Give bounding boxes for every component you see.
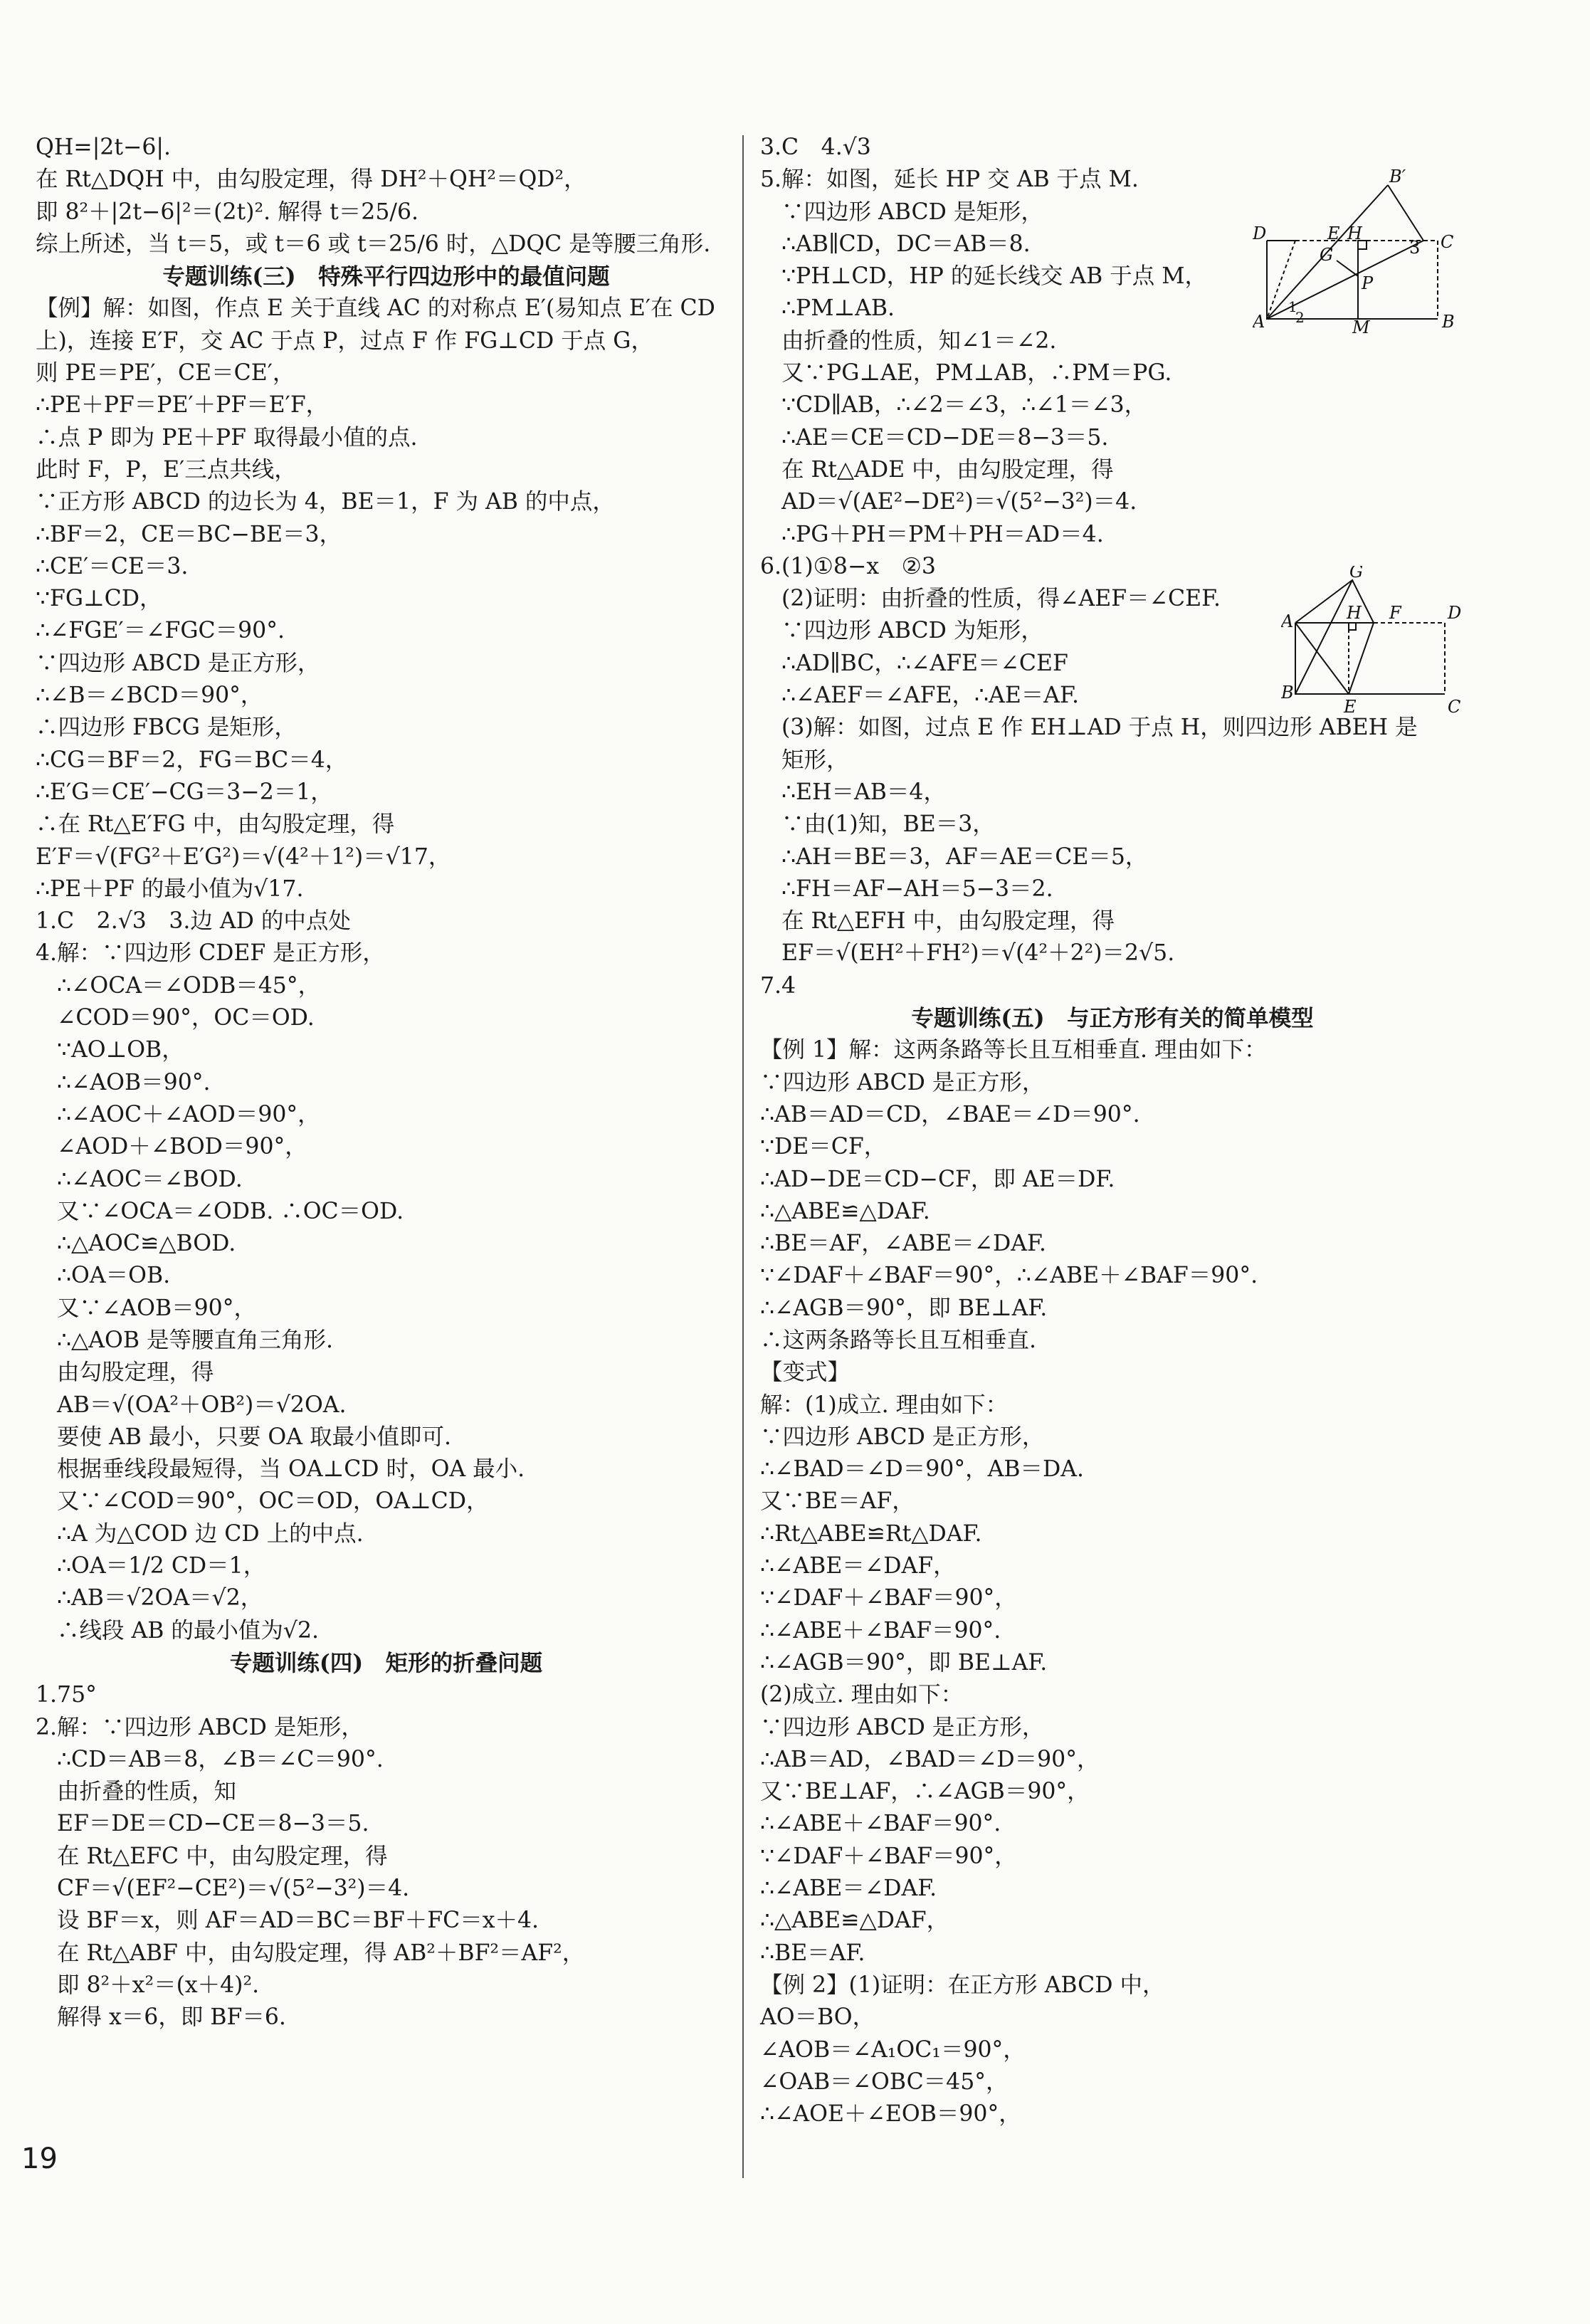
column-divider [742,135,744,2178]
left-text-line: ∵FG⊥CD， [36,586,162,612]
right-text-line: (3)解：如图，过点 E 作 EH⊥AD 于点 H，则四边形 ABEH 是 [781,715,1418,741]
right-text-line: ∴AB＝AD＝CD，∠BAE＝∠D＝90°. [760,1101,1140,1127]
left-text-line: 解得 x＝6，即 BF＝6. [57,2004,286,2031]
left-text-line: 即 8²＋x²＝(x＋4)². [57,1972,260,1998]
right-text-line: ∴FH＝AF−AH＝5−3＝2. [781,876,1053,902]
right-text-line: 解：(1)成立. 理由如下： [760,1392,1009,1418]
left-text-line: 又∵∠COD＝90°，OC＝OD，OA⊥CD， [57,1488,489,1515]
fig2-label: F [1389,603,1401,623]
left-text-line: 1.75° [36,1682,97,1708]
right-text-line: ∴AD−DE＝CD−CF，即 AE＝DF. [760,1166,1115,1192]
fig1-label: 2 [1295,309,1305,326]
left-section-heading: 专题训练(四) 矩形的折叠问题 [229,1649,543,1676]
fig1-label: D [1253,224,1267,243]
left-text-line: ∴点 P 即为 PE＋PF 取得最小值的点. [36,424,418,451]
left-text-line: ∴△AOB 是等腰直角三角形. [57,1327,334,1353]
right-text-line: 【例 2】(1)证明：在正方形 ABCD 中， [760,1972,1165,1998]
fig1-label: 1 [1288,298,1297,315]
left-text-line: 又∵∠AOB＝90°， [57,1295,256,1321]
left-text-line: ∠AOD＋∠BOD＝90°， [57,1134,307,1160]
left-text-line: EF＝DE＝CD−CE＝8−3＝5. [57,1811,369,1837]
fig1-label: B′ [1389,169,1406,186]
left-text-line: 根据垂线段最短得，当 OA⊥CD 时，OA 最小. [57,1456,525,1483]
left-text-line: 在 Rt△EFC 中，由勾股定理，得 [57,1843,388,1869]
right-text-line: ∵四边形 ABCD 是正方形， [760,1714,1045,1740]
left-text-line: 由勾股定理，得 [57,1360,214,1386]
fig2-label: A [1281,611,1294,631]
right-text-line: ∴EH＝AB＝4， [781,779,946,805]
left-text-line: ∴A 为△COD 边 CD 上的中点. [57,1520,364,1547]
left-text-line: ∴AB＝√2OA＝√2， [57,1585,263,1611]
right-text-line: 在 Rt△ADE 中，由勾股定理，得 [781,456,1114,483]
right-text-line: ∴∠ABE＝∠DAF， [760,1553,956,1579]
left-column [36,132,737,2034]
right-text-line: ∵四边形 ABCD 是正方形， [760,1069,1045,1095]
left-text-line: 由折叠的性质，知 [57,1779,237,1805]
right-text-line: (2)证明：由折叠的性质，得∠AEF＝∠CEF. [781,586,1221,612]
right-text-line: ∴AB∥CD，DC＝AB＝8. [781,231,1031,257]
right-text-line: 7.4 [760,972,796,999]
right-text-line: ∵DE＝CF， [760,1134,887,1160]
left-text-line: 综上所述，当 t＝5，或 t＝6 或 t＝25/6 时，△DQC 是等腰三角形. [36,231,711,257]
left-text-line: ∴∠AOB＝90°. [57,1069,211,1095]
right-text-line: ∴∠ABE＝∠DAF. [760,1876,937,1902]
figure-folded-rectangle-1 [1253,169,1466,333]
left-text-line: 即 8²＋|2t−6|²＝(2t)². 解得 t＝25/6. [36,199,419,225]
right-text-line: ∴∠AGB＝90°，即 BE⊥AF. [760,1295,1048,1321]
right-text-line: 【例 1】解：这两条路等长且互相垂直. 理由如下： [760,1037,1267,1063]
left-text-line: ∴在 Rt△E′FG 中，由勾股定理，得 [36,811,395,838]
right-text-line: 【变式】 [760,1360,851,1386]
right-text-line: ∴BE＝AF，∠ABE＝∠DAF. [760,1231,1046,1257]
right-text-line: ∴∠BAD＝∠D＝90°，AB＝DA. [760,1456,1084,1483]
right-text-line: (2)成立. 理由如下： [760,1682,964,1708]
right-text-line: 5.解：如图，延长 HP 交 AB 于点 M. [760,167,1139,193]
right-text-line: ∴∠AEF＝∠AFE，∴AE＝AF. [781,683,1080,709]
right-text-line: ∵由(1)知，BE＝3， [781,811,995,838]
left-text-line: QH=|2t−6|. [36,135,172,160]
fig2-label: C [1448,697,1461,717]
right-text-line: ∴BE＝AF. [760,1940,865,1966]
right-text-line: 3.C 4.√3 [760,135,871,160]
left-text-line: ∵正方形 ABCD 的边长为 4，BE＝1，F 为 AB 的中点， [36,489,615,515]
right-text-line: ∴△ABE≌△DAF. [760,1198,930,1224]
right-text-line: ∠AOB＝∠A₁OC₁＝90°， [760,2036,1026,2063]
right-text-line: ∴∠AOE＋∠EOB＝90°， [760,2101,1021,2128]
left-text-line: E′F＝√(FG²＋E′G²)＝√(4²＋1²)＝√17， [36,843,451,870]
right-text-line: 6.(1)①8−x ②3 [760,553,936,579]
left-text-line: 1.C 2.√3 3.边 AD 的中点处 [36,908,351,935]
left-text-line: ∴OA＝OB. [57,1263,171,1289]
right-text-line: AD＝√(AE²−DE²)＝√(5²−3²)＝4. [781,489,1137,515]
left-text-line: 在 Rt△DQH 中，由勾股定理，得 DH²＋QH²＝QD²， [36,167,586,193]
right-text-line: 矩形， [781,747,849,773]
left-text-line: ∵AO⊥OB， [57,1037,184,1063]
left-text-line: 在 Rt△ABF 中，由勾股定理，得 AB²＋BF²＝AF²， [57,1940,585,1966]
left-text-line: ∴E′G＝CE′−CG＝3−2＝1， [36,779,333,805]
left-text-line: ∴PE＋PF 的最小值为√17. [36,876,304,902]
left-section-heading: 专题训练(三) 特殊平行四边形中的最值问题 [162,263,610,290]
left-text-line: 又∵∠OCA＝∠ODB. ∴OC＝OD. [57,1198,404,1224]
figure-folded-rectangle-2 [1281,566,1466,722]
left-text-line: ∴∠AOC＝∠BOD. [57,1166,243,1192]
fig1-label: P [1362,273,1374,293]
right-text-line: ∵四边形 ABCD 是矩形， [781,199,1043,225]
right-text-line: ∴△ABE≌△DAF， [760,1908,949,1934]
fig2-label: G [1349,566,1364,582]
fig2-label: D [1448,603,1462,623]
left-text-line: AB＝√(OA²＋OB²)＝√2OA. [57,1392,347,1418]
right-text-line: ∠OAB＝∠OBC＝45°， [760,2068,1009,2095]
right-text-line: 又∵PG⊥AE，PM⊥AB，∴PM＝PG. [781,360,1172,387]
left-text-line: 上)，连接 E′F，交 AC 于点 P，过点 F 作 FG⊥CD 于点 G， [36,327,653,354]
left-text-line: ∴CG＝BF＝2，FG＝BC＝4， [36,747,348,773]
fig2-label: H [1347,603,1362,623]
right-text-line: EF＝√(EH²＋FH²)＝√(4²＋2²)＝2√5. [781,940,1175,967]
right-text-line: ∴AE＝CE＝CD−DE＝8−3＝5. [781,424,1109,451]
right-text-line: ∴PM⊥AB. [781,295,895,322]
right-text-line: ∵∠DAF＋∠BAF＝90°， [760,1585,1017,1611]
fig1-label: 3 [1409,238,1421,258]
right-text-line: ∵∠DAF＋∠BAF＝90°，∴∠ABE＋∠BAF＝90°. [760,1263,1258,1289]
right-text-line: 又∵BE⊥AF，∴∠AGB＝90°， [760,1779,1090,1805]
right-text-line: ∴AB＝AD，∠BAD＝∠D＝90°， [760,1746,1100,1772]
right-text-line: ∴PG＋PH＝PM＋PH＝AD＝4. [781,521,1104,547]
left-text-line: ∴OA＝1/2 CD＝1， [57,1553,266,1579]
right-text-line: ∴∠ABE＋∠BAF＝90°. [760,1617,1001,1644]
left-text-line: 2.解：∵四边形 ABCD 是矩形， [36,1714,364,1740]
fig2-label: E [1344,697,1357,717]
fig1-label: H [1347,224,1362,243]
right-text-line: ∴∠ABE＋∠BAF＝90°. [760,1811,1001,1837]
left-text-line: ∴PE＋PF＝PE′＋PF＝E′F， [36,392,329,419]
right-text-line: ∵四边形 ABCD 为矩形， [781,618,1043,644]
left-text-line: ∴△AOC≌△BOD. [57,1231,236,1257]
right-column [760,132,1465,2130]
left-text-line: CF＝√(EF²−CE²)＝√(5²−3²)＝4. [57,1876,410,1902]
left-text-line: ∵四边形 ABCD 是正方形， [36,650,320,676]
right-text-line: ∵∠DAF＋∠BAF＝90°， [760,1843,1017,1869]
right-text-line: 又∵BE＝AF， [760,1488,915,1515]
left-text-line: ∴∠AOC＋∠AOD＝90°， [57,1101,320,1127]
left-text-line: ∴∠B＝∠BCD＝90°， [36,683,263,709]
right-text-line: ∴AH＝BE＝3，AF＝AE＝CE＝5， [781,843,1148,870]
left-text-line: ∴∠OCA＝∠ODB＝45°， [57,972,321,999]
fig1-label: B [1442,312,1455,332]
fig1-label: C [1441,232,1454,252]
left-text-line: ∴CD＝AB＝8，∠B＝∠C＝90°. [57,1746,384,1772]
fig1-label: M [1352,317,1370,333]
left-text-line: ∴∠FGE′＝∠FGC＝90°. [36,618,285,644]
right-text-line: ∴∠AGB＝90°，即 BE⊥AF. [760,1649,1048,1676]
left-text-line: ∠COD＝90°，OC＝OD. [57,1005,315,1031]
right-text-line: 由折叠的性质，知∠1＝∠2. [781,327,1057,354]
left-text-line: ∴CE′＝CE＝3. [36,553,189,579]
left-text-line: 4.解：∵四边形 CDEF 是正方形， [36,940,385,967]
right-text-line: ∴Rt△ABE≌Rt△DAF. [760,1520,982,1547]
fig2-label: B [1281,683,1294,703]
left-text-line: 此时 F，P，E′三点共线， [36,456,297,483]
right-text-line: ∵四边形 ABCD 是正方形， [760,1424,1045,1450]
right-text-line: ∴AD∥BC，∴∠AFE＝∠CEF [781,650,1068,676]
left-text-line: 则 PE＝PE′，CE＝CE′， [36,360,295,387]
right-text-line: 在 Rt△EFH 中，由勾股定理，得 [781,908,1115,935]
left-text-line: 【例】解：如图，作点 E 关于直线 AC 的对称点 E′(易知点 E′在 CD [36,295,715,322]
left-text-line: 要使 AB 最小，只要 OA 取最小值即可. [57,1424,452,1450]
fig1-label: E [1327,224,1340,243]
left-text-line: ∴线段 AB 的最小值为√2. [57,1617,320,1644]
right-text-line: ∵CD∥AB，∴∠2＝∠3，∴∠1＝∠3， [781,392,1147,419]
right-text-line: ∵PH⊥CD，HP 的延长线交 AB 于点 M， [781,263,1208,290]
fig1-label: A [1253,312,1265,332]
right-text-line: AO＝BO， [760,2004,875,2031]
left-text-line: ∴BF＝2，CE＝BC−BE＝3， [36,521,342,547]
right-text-line: ∴这两条路等长且互相垂直. [760,1327,1037,1353]
left-text-line: 设 BF＝x，则 AF＝AD＝BC＝BF＋FC＝x＋4. [57,1908,539,1934]
page-number: 19 [21,2142,58,2175]
left-text-line: ∴四边形 FBCG 是矩形， [36,715,297,741]
fig1-label: G [1320,245,1334,265]
right-section-heading: 专题训练(五) 与正方形有关的简单模型 [911,1005,1314,1032]
